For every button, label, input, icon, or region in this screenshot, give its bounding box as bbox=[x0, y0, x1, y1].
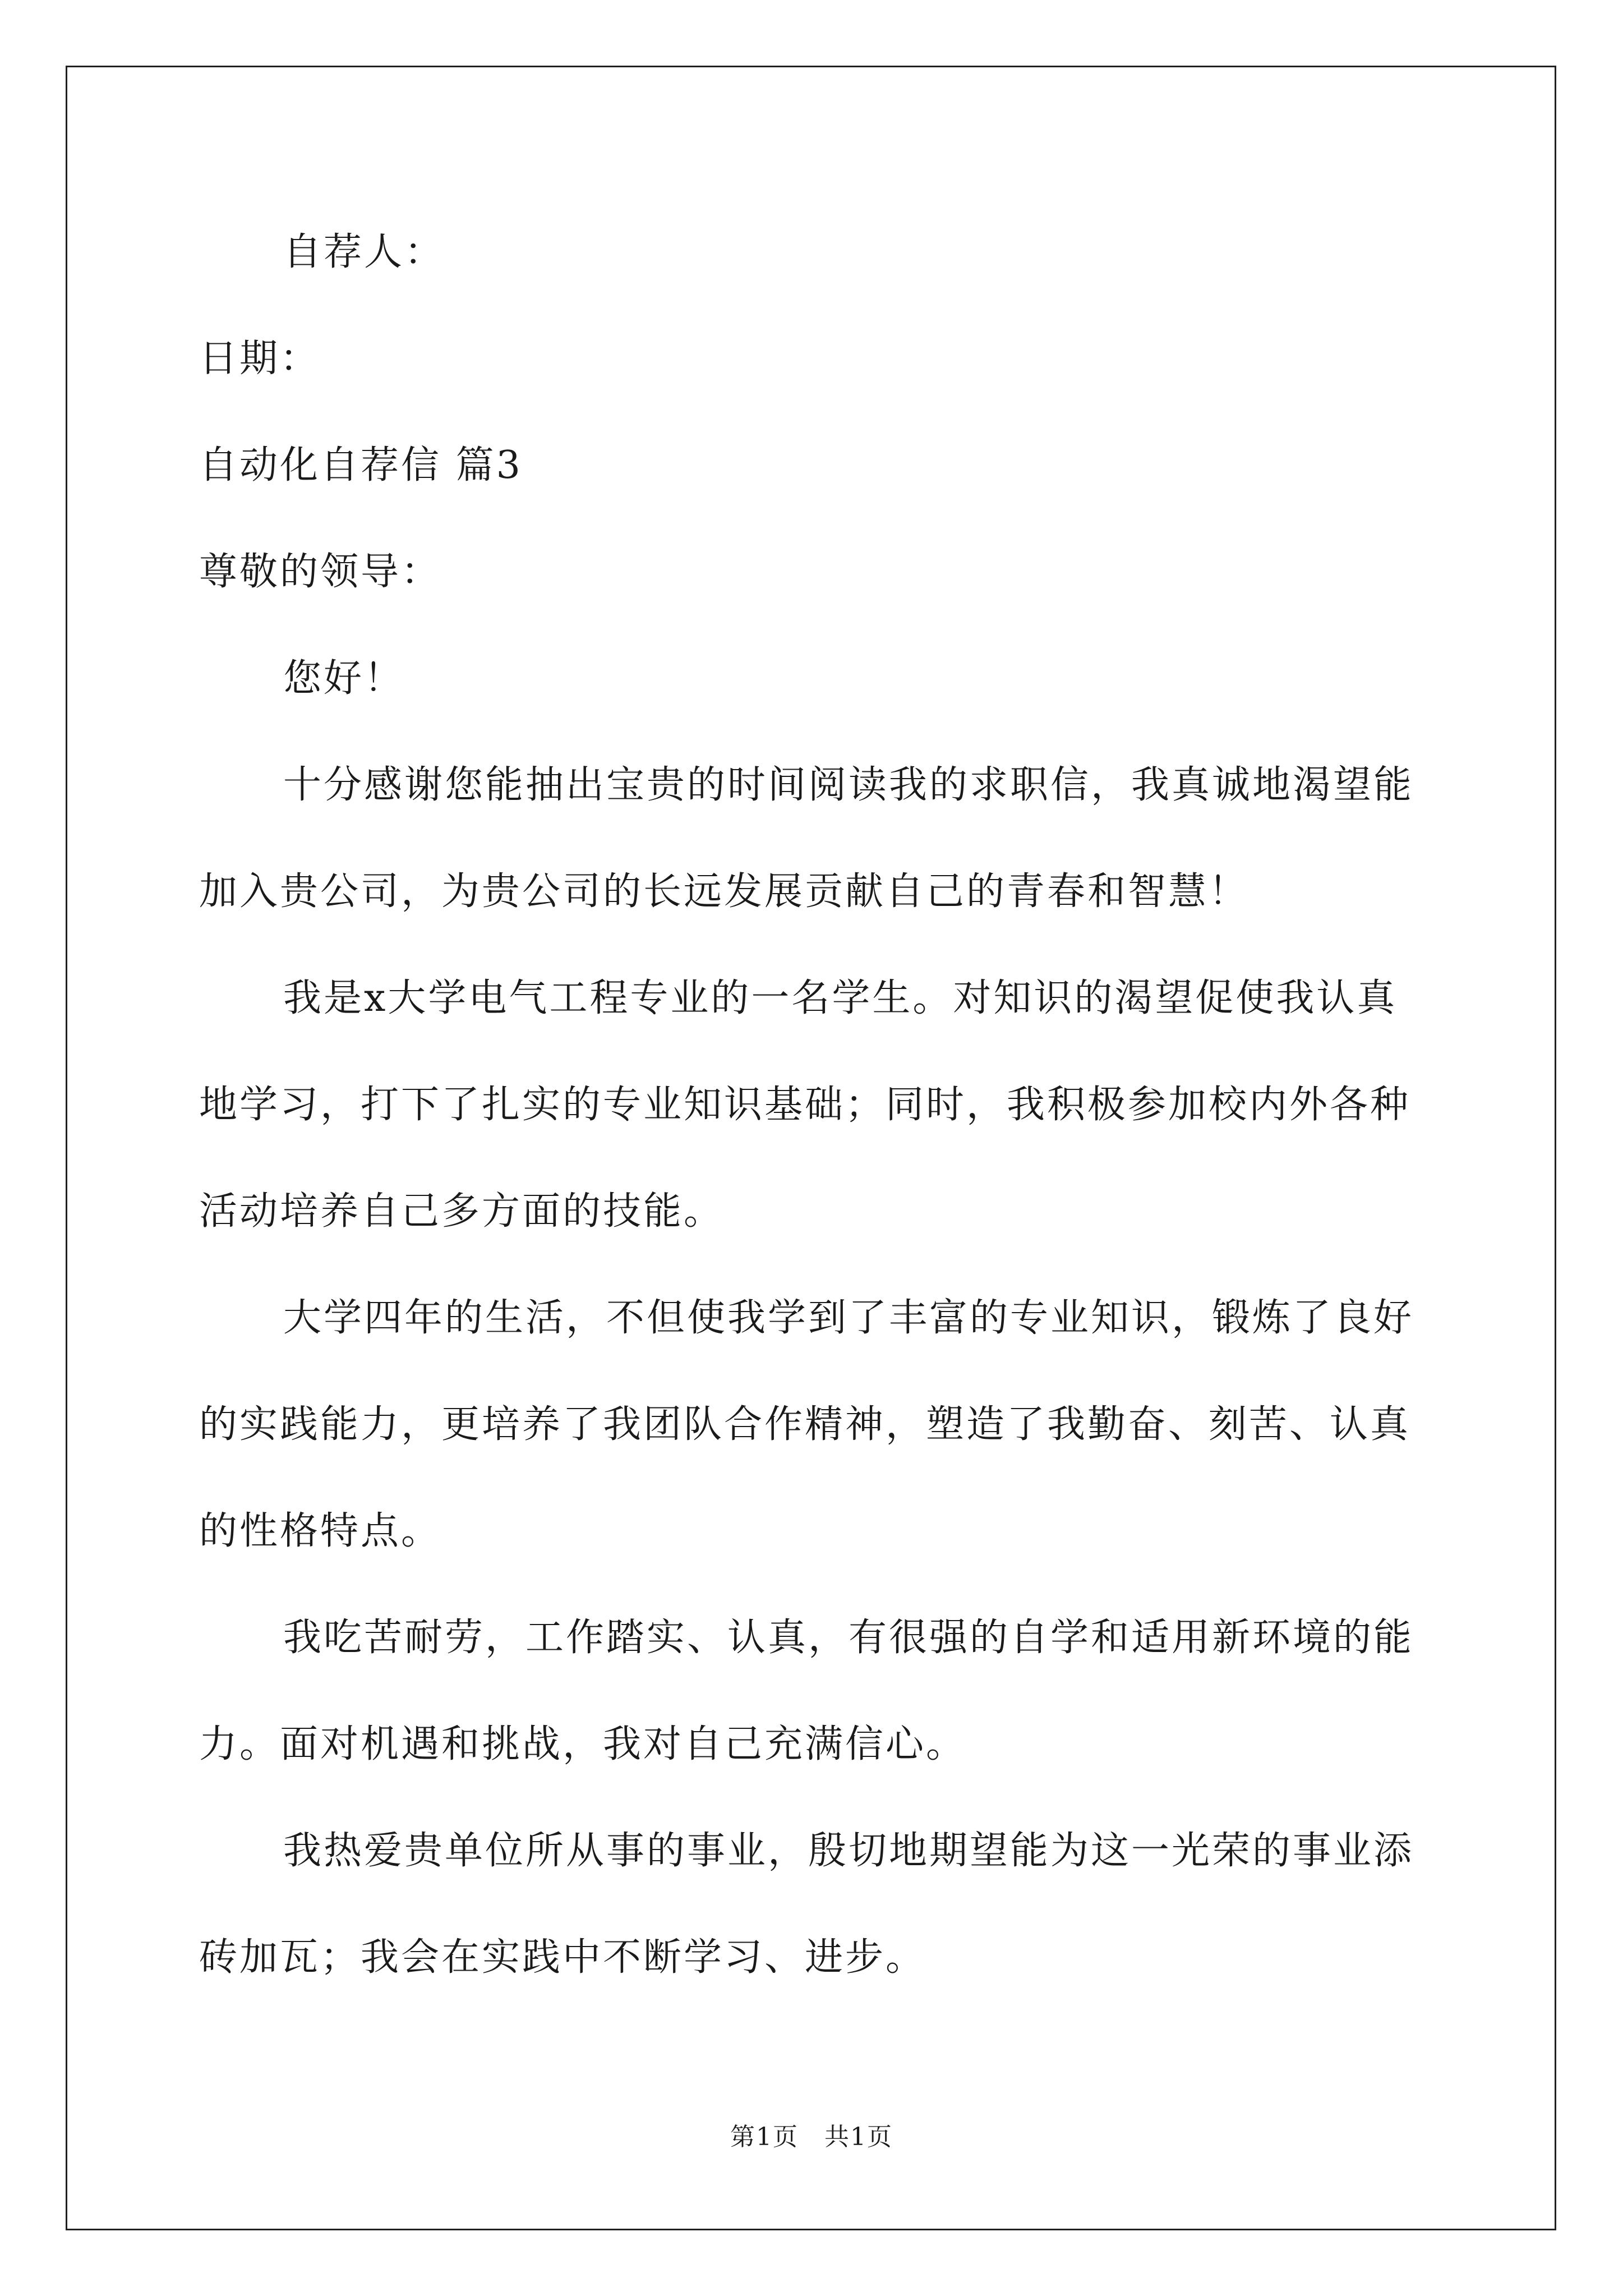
page-number: 第1页 共1页 bbox=[730, 2123, 893, 2151]
paragraph-line: 十分感谢您能抽出宝贵的时间阅读我的求职信，我真诚地渴望能 bbox=[283, 763, 1414, 807]
paragraph-line: 活动培养自己多方面的技能。 bbox=[199, 1189, 725, 1234]
paragraph-line: 的实践能力，更培养了我团队合作精神，塑造了我勤奋、刻苦、认真 bbox=[199, 1402, 1411, 1447]
paragraph-line: 大学四年的生活，不但使我学到了丰富的专业知识，锻炼了良好 bbox=[283, 1296, 1414, 1340]
signer-label: 自荐人： bbox=[283, 230, 445, 274]
paragraph-line: 加入贵公司，为贵公司的长远发展贡献自己的青春和智慧！ bbox=[199, 869, 1249, 914]
paragraph-line: 我是x大学电气工程专业的一名学生。对知识的渴望促使我认真 bbox=[283, 976, 1398, 1020]
page-frame bbox=[66, 66, 1556, 2230]
greeting: 您好！ bbox=[283, 656, 405, 701]
paragraph-line: 力。面对机遇和挑战，我对自己充满信心。 bbox=[199, 1722, 967, 1766]
paragraph-line: 地学习，打下了扎实的专业知识基础；同时，我积极参加校内外各种 bbox=[199, 1083, 1411, 1127]
paragraph-line: 我吃苦耐劳，工作踏实、认真，有很强的自学和适用新环境的能 bbox=[283, 1616, 1414, 1660]
salutation: 尊敬的领导： bbox=[199, 550, 442, 594]
date-label: 日期： bbox=[199, 337, 321, 381]
section-title: 自动化自荐信 篇3 bbox=[199, 443, 523, 487]
paragraph-line: 的性格特点。 bbox=[199, 1509, 442, 1553]
paragraph-line: 砖加瓦；我会在实践中不断学习、进步。 bbox=[199, 1935, 926, 1980]
paragraph-line: 我热爱贵单位所从事的事业，殷切地期望能为这一光荣的事业添 bbox=[283, 1829, 1414, 1873]
